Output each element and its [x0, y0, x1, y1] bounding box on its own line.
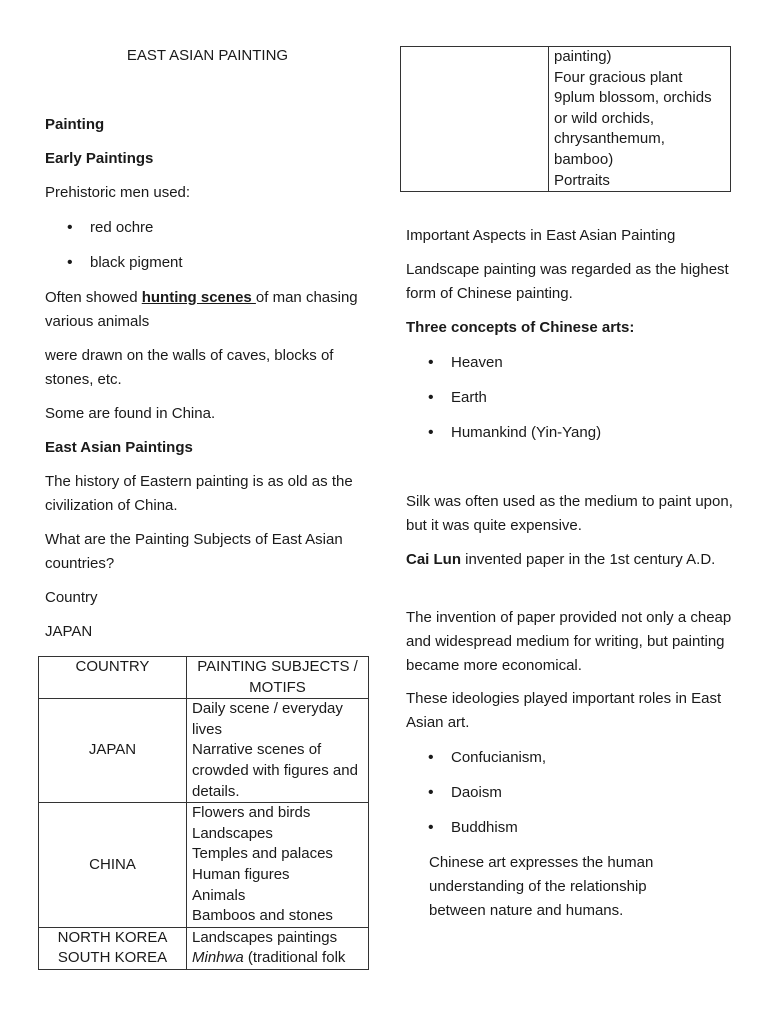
expresses-paragraph: Chinese art expresses the human understanding of the relationship between nature and humans.	[429, 854, 654, 919]
landscape-paragraph: Landscape painting was regarded as the highest form of Chinese painting.	[406, 261, 729, 302]
list-item: • black pigment	[45, 251, 370, 286]
text-span: (traditional folk	[243, 949, 346, 967]
text-span: Often showed	[45, 289, 142, 306]
japan-label: JAPAN	[45, 623, 93, 640]
list-item: • red ochre	[45, 216, 370, 251]
heading-painting: Painting	[45, 116, 105, 133]
list-item: • Earth	[406, 386, 736, 421]
text-span: of man chasing various animals	[45, 289, 358, 330]
subject-item: Landscapes paintings	[192, 928, 338, 946]
subject-item: Human figures	[192, 865, 290, 883]
country-cell-empty	[401, 47, 549, 192]
three-concepts-heading: Three concepts of Chinese arts:	[406, 319, 635, 336]
list-item: • Heaven	[406, 351, 736, 386]
list-item: • Daoism	[406, 781, 736, 816]
text-span: invented paper in the 1st century A.D.	[461, 551, 716, 568]
list-item: • Confucianism,	[406, 746, 736, 781]
materials-list	[45, 216, 370, 286]
table-row	[401, 47, 731, 192]
subjects-cell	[187, 803, 369, 928]
aspects-heading: Important Aspects in East Asian Painting	[406, 227, 676, 244]
hunting-scenes-emphasis: hunting scenes	[141, 289, 256, 306]
prehistoric-text: Prehistoric men used:	[45, 184, 191, 201]
list-item: • Humankind (Yin-Yang)	[406, 421, 736, 456]
ideologies-paragraph: These ideologies played important roles in East Asian art.	[406, 690, 722, 731]
question-paragraph: What are the Painting Subjects of East Asian countries?	[45, 531, 343, 572]
ideologies-list	[406, 746, 736, 851]
header-cell: COUNTRY	[39, 657, 187, 699]
table-row	[39, 699, 369, 803]
concepts-list	[406, 351, 736, 456]
subject-item: painting)	[554, 48, 612, 65]
country-cell: CHINA	[39, 803, 187, 928]
subject-item	[192, 948, 363, 969]
continued-table	[400, 46, 731, 192]
subject-item: Bamboos and stones	[192, 907, 333, 925]
hunting-paragraph	[45, 286, 370, 334]
subject-item: Animals	[192, 886, 246, 904]
country-cell: NORTH KOREA SOUTH KOREA	[39, 927, 187, 969]
heading-early-paintings: Early Paintings	[45, 150, 154, 167]
header-cell: PAINTING SUBJECTS / MOTIFS	[187, 657, 369, 699]
subject-item: Four gracious plant 9plum blossom, orchids or wild orchids, chrysanthemum, bamboo)	[554, 68, 712, 168]
heading-east-asian-paintings: East Asian Paintings	[45, 439, 193, 456]
subject-item: Portraits	[554, 171, 610, 189]
china-paragraph: Some are found in China.	[45, 405, 216, 422]
invention-paragraph: The invention of paper provided not only a cheap and widespread medium for writing, but painting became more economical.	[406, 609, 732, 674]
country-label: Country	[45, 589, 98, 606]
subject-item: Temples and palaces	[192, 845, 333, 863]
cai-lun-paragraph	[406, 548, 736, 572]
subject-item: Landscapes	[192, 824, 273, 842]
caves-paragraph: were drawn on the walls of caves, blocks of stones, etc.	[45, 347, 334, 388]
subject-item: Flowers and birds	[192, 804, 311, 822]
country-cell: JAPAN	[39, 699, 187, 803]
history-paragraph: The history of Eastern painting is as old as the civilization of China.	[45, 473, 353, 514]
subject-item: Daily scene / everyday lives	[192, 700, 343, 738]
document-title: EAST ASIAN PAINTING	[126, 47, 289, 64]
silk-paragraph: Silk was often used as the medium to paint upon, but it was quite expensive.	[406, 493, 733, 534]
subjects-table	[38, 656, 369, 970]
table-row	[39, 927, 369, 969]
table-row	[39, 803, 369, 928]
list-item: • Buddhism	[406, 816, 736, 851]
cai-lun-name: Cai Lun	[406, 551, 461, 568]
subject-item: Narrative scenes of crowded with figures and details.	[192, 741, 358, 800]
table-header-row	[39, 657, 369, 699]
minhwa-italic: Minhwa	[192, 949, 244, 967]
subjects-cell	[549, 47, 731, 192]
subjects-cell	[187, 699, 369, 803]
subjects-cell	[187, 927, 369, 969]
